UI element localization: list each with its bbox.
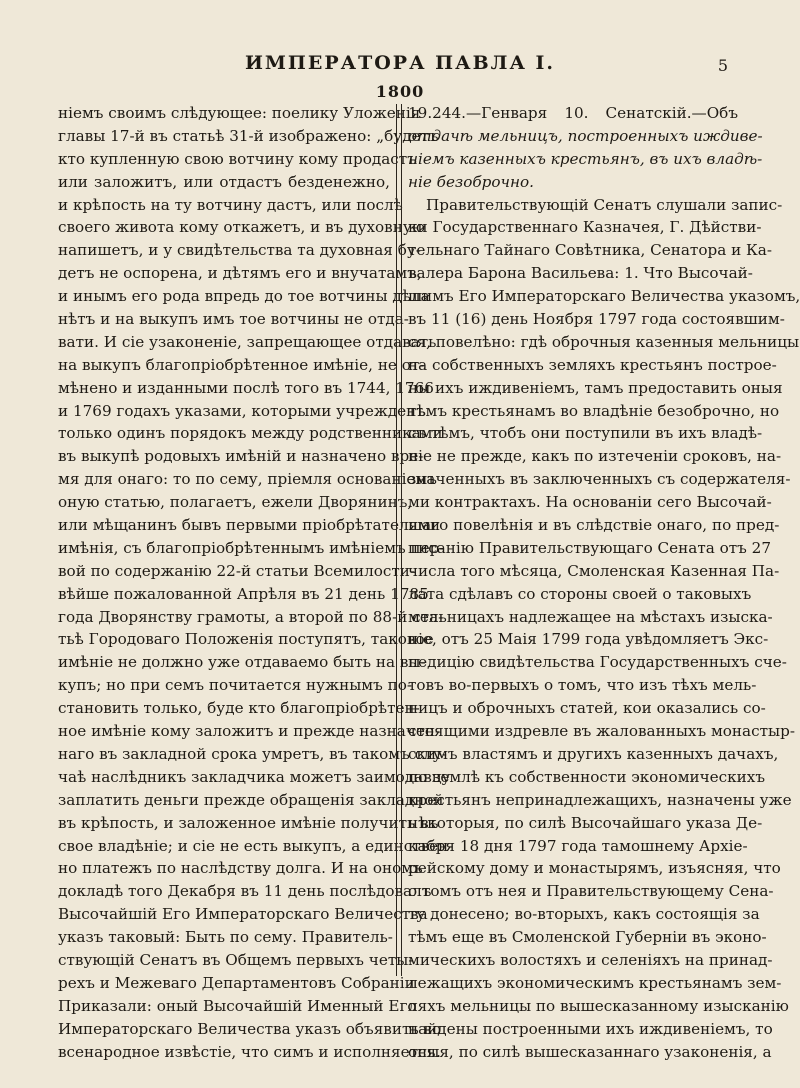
text-line: или заложитъ, или отдастъ безденежно,	[58, 172, 390, 191]
text-line: числа того мѣсяца, Смоленская Казенная Па-	[408, 561, 780, 580]
text-line: ніе, отъ 25 Маія 1799 года увѣдомляетъ Экс-	[408, 630, 769, 649]
text-line: свое владѣніе; и сіе не есть выкупъ, а единствен-	[58, 836, 454, 855]
text-line: шимъ Его Императорскаго Величества указомъ,	[408, 287, 800, 306]
text-line: нѣкоторыя, по силѣ Высочайшаго указа Де-	[408, 813, 763, 832]
text-line: по землѣ къ собственности экономическихъ	[408, 767, 766, 786]
running-head-title: ИМПЕРАТОРА ПАВЛА I.	[244, 52, 556, 74]
text-line: тельнаго Тайнаго Совѣтника, Сенатора и Ка-	[408, 241, 772, 260]
text-line: ляхъ мельницы по вышесказанному изысканію	[408, 996, 789, 1015]
text-line: указъ таковый: Быть по сему. Правитель-	[58, 928, 393, 947]
left-column	[58, 102, 454, 1061]
page-number: 5	[717, 56, 728, 75]
text-line: рейскому дому и монастырямъ, изъясняя, что	[408, 859, 781, 878]
text-line: мельницахъ надлежащее на мѣстахъ изыска-	[408, 607, 773, 626]
text-line: и крѣпость на ту вотчину дастъ, или послѣ	[58, 195, 403, 214]
text-line: лата сдѣлавъ со стороны своей о таковыхъ	[408, 584, 752, 603]
text-line: ніемъ своимъ слѣдующее: поелику Уложенія	[58, 104, 421, 122]
text-line: вѣйше пожалованной Апрѣля въ 21 день 1785	[58, 584, 429, 603]
text-line: детъ не оспорена, и дѣтямъ его и внучатамъ,	[58, 264, 422, 283]
text-line: и инымъ его рода впредь до тое вотчины дѣла	[58, 287, 430, 306]
text-line: найдены построенными ихъ иждивеніемъ, то	[408, 1019, 773, 1038]
text-line: на выкупъ благопріобрѣтенное имѣніе, не от-	[58, 355, 425, 374]
right-column	[408, 102, 800, 1061]
text-line: шаго повелѣнія и въ слѣдствіе онаго, по пред-	[408, 516, 780, 535]
text-line: докладѣ того Декабря въ 11 день послѣдовалъ	[58, 882, 432, 901]
text-line: вой по содержанію 22-й статьи Всемилости-	[58, 561, 416, 580]
text-line: значенныхъ въ заключенныхъ съ содержателя-	[408, 470, 791, 489]
text-line: ницъ и оброчныхъ статей, кои оказались со-	[408, 699, 766, 718]
text-line: вати. И сіе узаконеніе, запрещающее отдавать	[58, 332, 437, 351]
text-line: на собственныхъ земляхъ крестьянъ построе-	[408, 355, 777, 374]
text-line: ніе не прежде, какъ по изтеченіи сроковъ, на-	[408, 447, 782, 466]
text-line: своего живота кому откажетъ, и въ духовную	[58, 218, 425, 237]
text-line: въ выкупѣ родовыхъ имѣній и назначено вре-	[58, 447, 424, 466]
text-line: оную статью, полагаетъ, ежели Дворянинъ,	[58, 493, 413, 512]
text-line: напишетъ, и у свидѣтельства та духовная бу-	[58, 241, 421, 260]
text-line: имѣніе не должно уже отдаваемо быть на вы-	[58, 653, 426, 672]
text-line: кто купленную свою вотчину кому продастъ	[58, 149, 417, 168]
text-line: мѣнено и изданными послѣ того въ 1744, 1766	[58, 378, 434, 397]
text-line: становить только, буде кто благопріобрѣтен-	[58, 699, 420, 718]
text-line: года Дворянству грамоты, а второй по 88-й ста-	[58, 607, 444, 626]
text-line: въ крѣпость, и заложенное имѣніе получить въ	[58, 813, 439, 832]
text-line: заплатить деньги прежде обращенія закладной	[58, 790, 444, 809]
text-line: кабря 18 дня 1797 года тамошнему Архіе-	[408, 836, 748, 855]
text-line: скимъ властямъ и другихъ казенныхъ дачахъ,	[408, 744, 779, 763]
text-line: и 1769 годахъ указами, которыми учрежденъ	[58, 401, 426, 420]
text-line: отдачѣ мельницъ, построенныхъ иждиве-	[408, 126, 763, 145]
text-line: ніе безоброчно.	[408, 172, 534, 191]
text-line: писанію Правительствующаго Сената отъ 27	[408, 538, 771, 557]
text-line: ны ихъ иждивеніемъ, тамъ предоставить оныя	[408, 378, 783, 397]
text-line: купъ; но при семъ почитается нужнымъ по-	[58, 676, 412, 695]
text-line: Высочайшій Его Императорскаго Величества	[58, 905, 428, 924]
text-line: мическихъ волостяхъ и селеніяхъ на принад-	[408, 950, 773, 969]
text-line: Приказали: оный Высочайшій Именный Его	[58, 996, 417, 1015]
text-line: только одинъ порядокъ между родственниками	[58, 424, 443, 443]
text-line: главы 17-й въ статьѣ 31-й изображено: „будетъ	[58, 126, 439, 145]
text-line: всенародное извѣстіе, что симъ и исполняется.	[58, 1042, 441, 1061]
text-line: но платежъ по наслѣдству долга. И на ономъ	[58, 859, 423, 878]
text-line: тѣмъ еще въ Смоленской Губерніи въ эконо-	[408, 928, 767, 947]
text-line: о томъ отъ нея и Правительствующему Сена-	[408, 882, 774, 901]
text-line: ное имѣніе кому заложитъ и прежде назначен-	[58, 722, 441, 741]
text-line: оныя, по силѣ вышесказаннаго узаконенія, а	[408, 1042, 772, 1061]
text-line: ки Государственнаго Казначея, Г. Дѣйстви-	[408, 218, 762, 237]
text-line: въ 11 (16) день Ноября 1797 года состоявшим-	[408, 310, 785, 329]
year-heading: 1800	[375, 82, 425, 101]
text-line: товъ во-первыхъ о томъ, что изъ тѣхъ мель-	[408, 676, 757, 695]
text-line: съ тѣмъ, чтобъ они поступили въ ихъ владѣ-	[408, 424, 763, 443]
text-line: тѣмъ крестьянамъ во владѣніе безоброчно, но	[408, 401, 780, 420]
text-line: мя для онаго: то по сему, пріемля основаніемъ	[58, 470, 437, 489]
text-line: ту донесено; во-вторыхъ, какъ состоящія за	[408, 905, 760, 924]
text-line: нѣтъ и на выкупъ имъ тое вотчины не отда-	[58, 310, 409, 329]
text-line: ніемъ казенныхъ крестьянъ, въ ихъ владѣ-	[408, 149, 763, 168]
text-line: педицію свидѣтельства Государственныхъ сче-	[408, 653, 787, 672]
text-line: валера Барона Васильева: 1. Что Высочай-	[408, 264, 753, 283]
column-divider	[396, 104, 402, 976]
text-line: крестьянъ непринадлежащихъ, назначены уже	[408, 790, 792, 809]
text-line: лежащихъ экономическимъ крестьянамъ зем-	[408, 973, 782, 992]
text-line: рехъ и Межеваго Департаментовъ Собраніи	[58, 973, 415, 992]
text-line: чаѣ наслѣдникъ закладчика можетъ заимодавцу	[58, 767, 451, 786]
text-line: Правительствующій Сенатъ слушали запис-	[426, 195, 783, 214]
text-line: имѣнія, съ благопріобрѣтеннымъ имѣніемъ пер-	[58, 538, 445, 557]
text-line: ствующій Сенатъ въ Общемъ первыхъ четы-	[58, 950, 414, 969]
text-line: Императорскаго Величества указъ объявить во	[58, 1019, 442, 1038]
text-line: ся, повелѣно: гдѣ оброчныя казенныя мельницы	[408, 332, 800, 351]
text-line: 19.244.—Генваря 10. Сенатскій.—Объ	[408, 104, 738, 122]
text-line: или мѣщанинъ бывъ первыми пріобрѣтателями	[58, 516, 441, 535]
text-line: наго въ закладной срока умретъ, въ такомъ слу-	[58, 744, 447, 763]
text-line: ми контрактахъ. На основаніи сего Высочай-	[408, 493, 772, 512]
text-line: тьѣ Городоваго Положенія поступятъ, таковое	[58, 630, 434, 649]
text-line: стоящими издревле въ жалованныхъ монастыр-	[408, 722, 795, 741]
